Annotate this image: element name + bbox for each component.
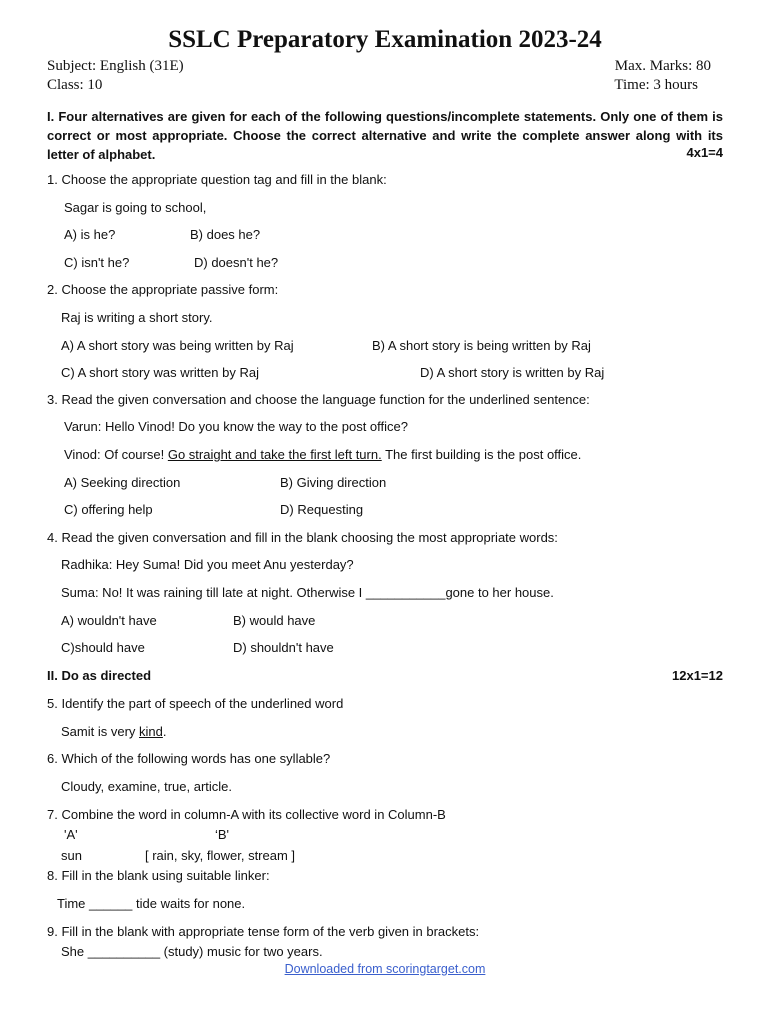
section1-instruction [47,107,723,164]
q1-question: 1. Choose the appropriate question tag and fill in the blank: [47,172,387,187]
exam-title: SSLC Preparatory Examination 2023-24 [168,26,602,53]
q2-option-a: A) A short story was being written by Raj [61,338,294,353]
q6-words: Cloudy, examine, true, article. [61,779,232,794]
section1-instruction-text: I. Four alternatives are given for each of the following questions/incomplete statements. Only one of them is correct or most appropriate. Choose the correct alternative and write the complete answer along with its letter of alphabet. [47,109,723,162]
q5-question: 5. Identify the part of speech of the underlined word [47,696,344,711]
q5-sentence [61,724,167,739]
q3-underlined-sentence: Go straight and take the first left turn. [167,447,382,462]
q4-line2: Suma: No! It was raining till late at night. Otherwise I ___________gone to her house. [61,585,554,600]
q1-option-d: D) doesn't he? [194,255,279,270]
q7-question: 7. Combine the word in column-A with its collective word in Column-B [47,807,446,822]
q3-option-c: C) offering help [64,502,153,517]
q2-option-d: D) A short story is written by Raj [420,365,605,380]
q6-question: 6. Which of the following words has one syllable? [47,751,331,766]
q7-options: [ rain, sky, flower, stream ] [145,848,296,863]
footer-download-link[interactable]: Downloaded from scoringtarget.com [284,962,486,976]
q3-line2-post: The first building is the post office. [381,447,582,462]
q4-option-c: C)should have [61,640,145,655]
subject-label: Subject: English (31E) [47,58,184,74]
q5-post: . [162,724,167,739]
q4-line1: Radhika: Hey Suma! Did you meet Anu yesterday? [61,557,354,572]
q7-column-b-header: ‘B' [215,827,230,842]
q1-option-b: B) does he? [190,227,261,242]
q9-sentence: She __________ (study) music for two years. [61,944,323,959]
time-label: Time: 3 hours [614,77,698,93]
q3-line1: Varun: Hello Vinod! Do you know the way to the post office? [64,419,408,434]
q4-question: 4. Read the given conversation and fill in the blank choosing the most appropriate words: [47,530,558,545]
q3-option-a: A) Seeking direction [64,475,181,490]
section2-heading: II. Do as directed [47,668,152,683]
q5-underlined-word: kind [139,724,163,739]
q9-question: 9. Fill in the blank with appropriate tense form of the verb given in brackets: [47,924,480,939]
q3-option-b: B) Giving direction [280,475,387,490]
q1-option-c: C) isn't he? [64,255,130,270]
q3-option-d: D) Requesting [280,502,364,517]
q8-question: 8. Fill in the blank using suitable linker: [47,868,270,883]
section1-marks: 4x1=4 [686,145,723,160]
q7-word: sun [61,848,82,863]
q7-column-a-header: 'A' [64,827,78,842]
q1-prompt: Sagar is going to school, [64,200,207,215]
q4-option-d: D) shouldn't have [233,640,334,655]
q2-prompt: Raj is writing a short story. [61,310,213,325]
max-marks-label: Max. Marks: 80 [614,58,711,74]
q8-sentence: Time ______ tide waits for none. [57,896,246,911]
q4-option-b: B) would have [233,613,316,628]
q2-question: 2. Choose the appropriate passive form: [47,282,279,297]
q3-question: 3. Read the given conversation and choose the language function for the underlined sentence: [47,392,590,407]
q3-line2-pre: Vinod: Of course! [64,447,168,462]
class-label: Class: 10 [47,77,103,93]
section2-marks: 12x1=12 [672,668,723,683]
q5-pre: Samit is very [61,724,140,739]
q2-option-c: C) A short story was written by Raj [61,365,259,380]
q2-option-b: B) A short story is being written by Raj [372,338,591,353]
q4-option-a: A) wouldn't have [61,613,157,628]
q3-line2 [64,447,581,462]
q1-option-a: A) is he? [64,227,116,242]
